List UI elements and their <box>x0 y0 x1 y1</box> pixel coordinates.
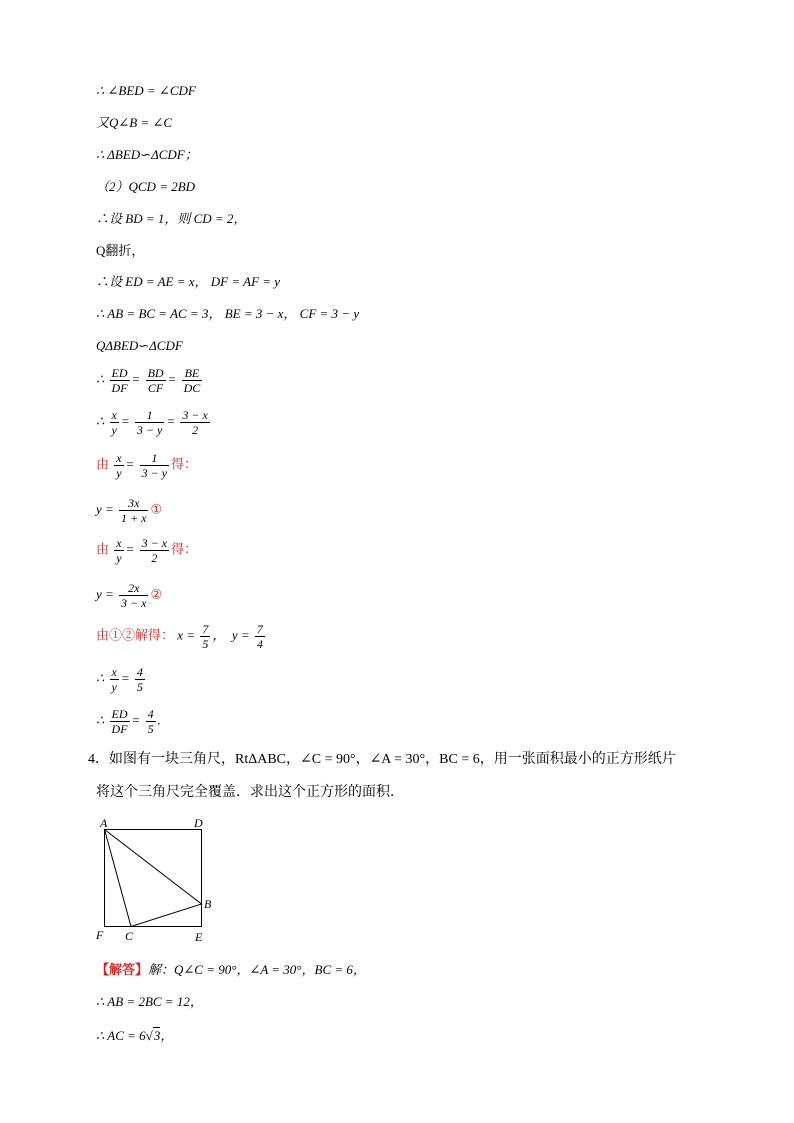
problem-4-line-1: 4．如图有一块三角尺，RtΔABC，∠C = 90°，∠A = 30°，BC = 6，用一张面积最小的正方形纸片 <box>88 752 676 767</box>
fraction: $\frac{ED}{DF}$ <box>111 366 128 395</box>
problem-4-line-2: 将这个三角尺完全覆盖．求出这个正方形的面积． <box>96 785 404 800</box>
fraction: $\frac{x}{y}$ <box>116 536 122 565</box>
label-d: D <box>194 816 203 830</box>
fraction: $\frac{3 - x}{2}$ <box>141 536 168 565</box>
fraction: $\frac{7}{5}$ <box>202 622 209 651</box>
line-ratio-2: ∴ $\frac{x}{y}$ = $\frac{1}{3 - y}$ = $\frac{3 - x}{2}$ <box>96 408 208 437</box>
line-similar-again: QΔBED∽ΔCDF <box>96 338 183 353</box>
fraction: $\frac{BE}{DC}$ <box>183 366 201 395</box>
answer-line-1: 【解答】解：Q∠C = 90°，∠A = 30°，BC = 6， <box>96 962 366 977</box>
fraction: $\frac{2x}{3 - x}$ <box>121 581 147 610</box>
square-outline <box>105 830 202 927</box>
label-b: B <box>204 897 212 911</box>
line-from-2: 由 $\frac{x}{y}$ = $\frac{3 - x}{2}$ 得： <box>96 536 198 565</box>
label-f: F <box>96 928 104 942</box>
fraction: $\frac{BD}{CF}$ <box>147 366 164 395</box>
line-sides: ∴ AB = BC = AC = 3， BE = 3 − x， CF = 3 − y <box>96 306 360 321</box>
line-final-ratio: ∴ $\frac{ED}{DF}$ = $\frac{4}{5}$ . <box>96 707 161 736</box>
square-triangle-figure <box>96 815 226 950</box>
line-set-ed-df: ∴设 ED = AE = x， DF = AF = y <box>96 274 281 289</box>
line-angle-b-c: 又Q∠B = ∠C <box>96 115 173 130</box>
line-equation-1: y = $\frac{3x}{1 + x}$ ① <box>96 496 163 525</box>
answer-line-2: ∴ AB = 2BC = 12， <box>96 994 203 1009</box>
line-equation-2: y = $\frac{2x}{3 - x}$ ② <box>96 581 163 610</box>
fraction: $\frac{x}{y}$ <box>116 451 122 480</box>
fraction: $\frac{x}{y}$ <box>111 408 117 437</box>
fraction: $\frac{3x}{1 + x}$ <box>121 496 147 525</box>
fraction: $\frac{7}{4}$ <box>256 622 263 651</box>
answer-tag: 【解答】 <box>96 962 149 977</box>
line-similar-triangles: ∴ ΔBED∽ΔCDF； <box>96 147 198 162</box>
fraction: $\frac{ED}{DF}$ <box>111 707 128 736</box>
line-from-1: 由 $\frac{x}{y}$ = $\frac{1}{3 - y}$ 得： <box>96 451 198 480</box>
line-fold: Q翻折， <box>96 243 145 258</box>
line-part2-cd: （2）QCD = 2BD <box>96 179 196 194</box>
line-set-bd: ∴设 BD = 1，则 CD = 2， <box>96 211 247 226</box>
fraction: $\frac{4}{5}$ <box>147 707 154 736</box>
fraction: $\frac{1}{3 - y}$ <box>141 451 168 480</box>
answer-line-3: ∴ AC = 6√3， <box>96 1028 174 1043</box>
line-angle-bed-cdf: ∴ ∠BED = ∠CDF <box>96 83 196 98</box>
line-ratio-1: ∴ $\frac{ED}{DF}$ = $\frac{BD}{CF}$ = $\frac{BE}{DC}$ <box>96 366 201 395</box>
label-e: E <box>195 930 203 944</box>
fraction: $\frac{3 - x}{2}$ <box>182 408 208 437</box>
fraction: $\frac{x}{y}$ <box>111 665 117 694</box>
label-c: C <box>125 929 134 943</box>
line-ratio-result: ∴ $\frac{x}{y}$ = $\frac{4}{5}$ <box>96 665 143 694</box>
fraction: $\frac{4}{5}$ <box>136 665 143 694</box>
fraction: $\frac{1}{3 - y}$ <box>136 408 163 437</box>
line-solve: 由①②解得： x = $\frac{7}{5}$ ， y = $\frac{7}{4}$ <box>96 622 263 651</box>
triangle-abc <box>105 830 202 927</box>
label-a: A <box>100 816 108 830</box>
